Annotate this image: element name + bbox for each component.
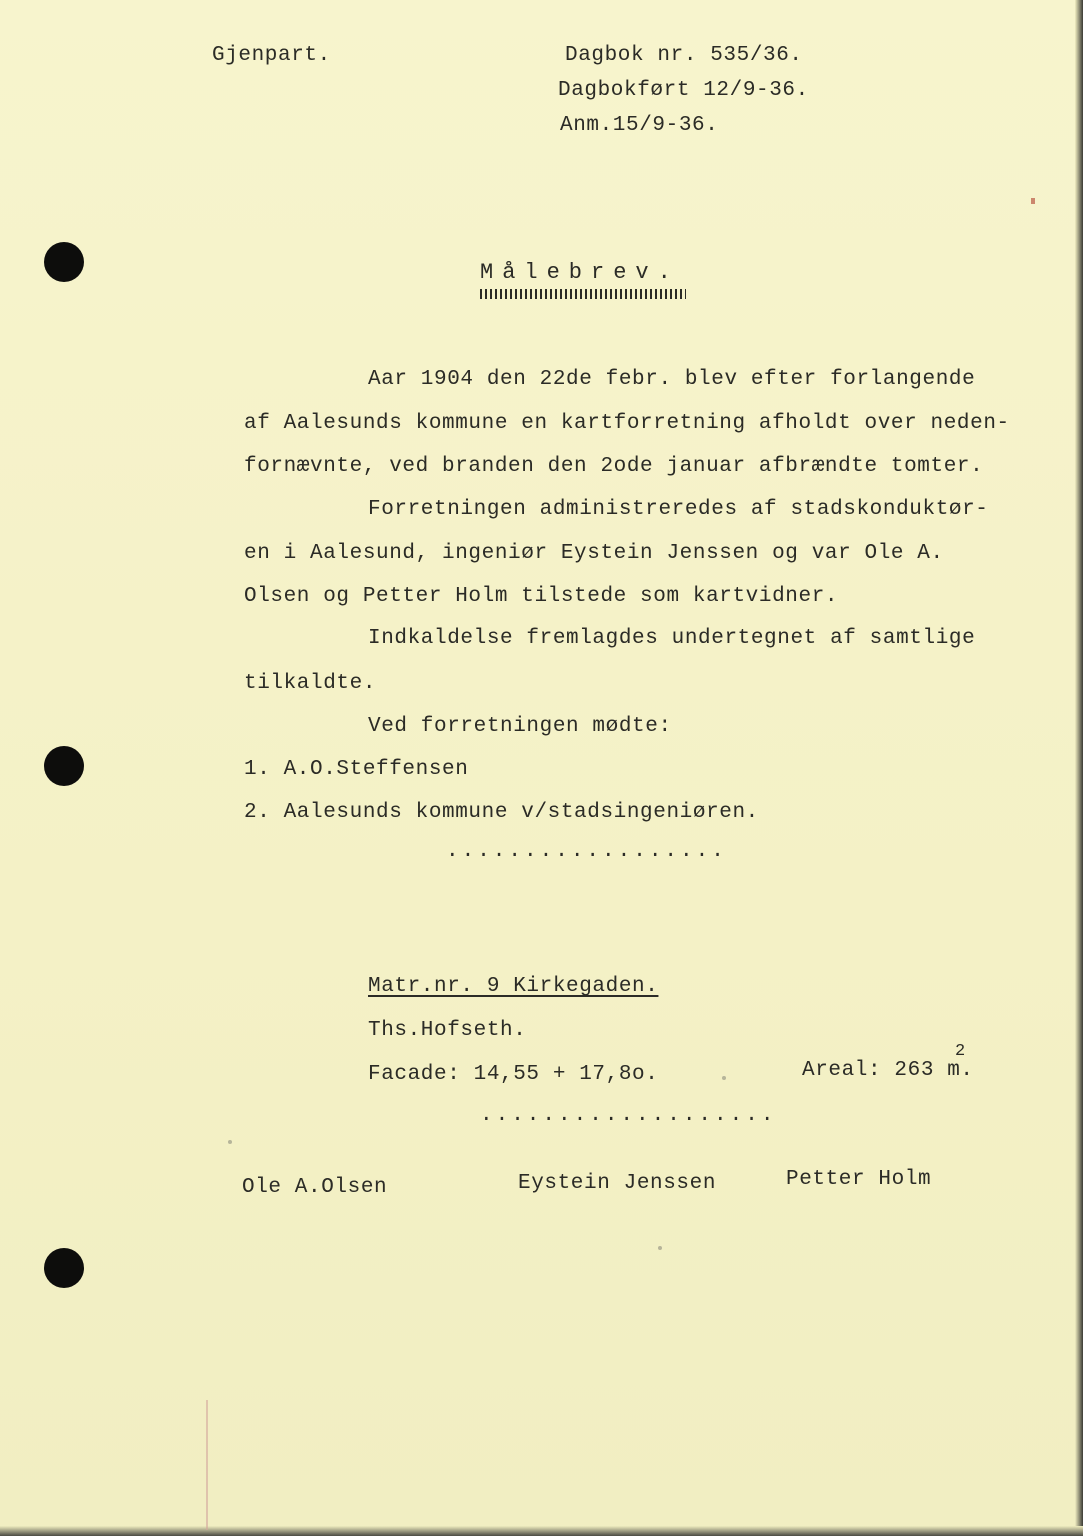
red-mark — [1031, 198, 1035, 204]
paragraph-1-line-2: af Aalesunds kommune en kartforretning afholdt over neden- — [244, 412, 1010, 435]
signature-1: Ole A.Olsen — [242, 1176, 388, 1199]
paragraph-2-line-2: en i Aalesund, ingeniør Eystein Jenssen og var Ole A. — [244, 542, 944, 565]
paragraph-2-line-1: Forretningen administreredes af stadskonduktør- — [368, 498, 989, 521]
diary-number: Dagbok nr. 535/36. — [565, 44, 803, 67]
copy-label: Gjenpart. — [212, 44, 331, 67]
paragraph-1-line-1: Aar 1904 den 22de febr. blev efter forlangende — [368, 368, 976, 391]
punch-hole-1 — [44, 242, 84, 282]
title-underline-rule — [480, 289, 686, 299]
attendee-1: 1. A.O.Steffensen — [244, 758, 469, 781]
property-matr-number: Matr.nr. 9 Kirkegaden. — [368, 975, 659, 998]
attendee-2: 2. Aalesunds kommune v/stadsingeniøren. — [244, 801, 759, 824]
property-area: Areal: 263 m. — [802, 1059, 974, 1082]
punch-hole-2 — [44, 746, 84, 786]
page-title: Målebrev. — [480, 260, 680, 285]
page-edge-right — [1075, 0, 1083, 1536]
page-edge-bottom — [0, 1526, 1083, 1536]
punch-hole-3 — [44, 1248, 84, 1288]
signature-2: Eystein Jenssen — [518, 1172, 717, 1195]
area-superscript: 2 — [955, 1042, 966, 1061]
annotated-date: Anm.15/9-36. — [560, 114, 719, 137]
paragraph-3-line-2: tilkaldte. — [244, 672, 377, 695]
paragraph-2-line-3: Olsen og Petter Holm tilstede som kartvidner. — [244, 585, 839, 608]
paragraph-4: Ved forretningen mødte: — [368, 715, 672, 738]
diary-entered: Dagbokført 12/9-36. — [558, 79, 809, 102]
speck — [722, 1076, 726, 1080]
property-facade: Facade: 14,55 + 17,8o. — [368, 1063, 659, 1086]
speck — [658, 1246, 662, 1250]
dotted-separator-1: .................. — [446, 840, 727, 863]
paragraph-1-line-3: fornævnte, ved branden den 2ode januar afbrændte tomter. — [244, 455, 984, 478]
speck — [228, 1140, 232, 1144]
paragraph-3-line-1: Indkaldelse fremlagdes undertegnet af samtlige — [368, 627, 976, 650]
margin-line — [206, 1400, 208, 1530]
property-owner: Ths.Hofseth. — [368, 1019, 527, 1042]
dotted-separator-2: ................... — [480, 1104, 777, 1127]
signature-3: Petter Holm — [786, 1168, 932, 1191]
